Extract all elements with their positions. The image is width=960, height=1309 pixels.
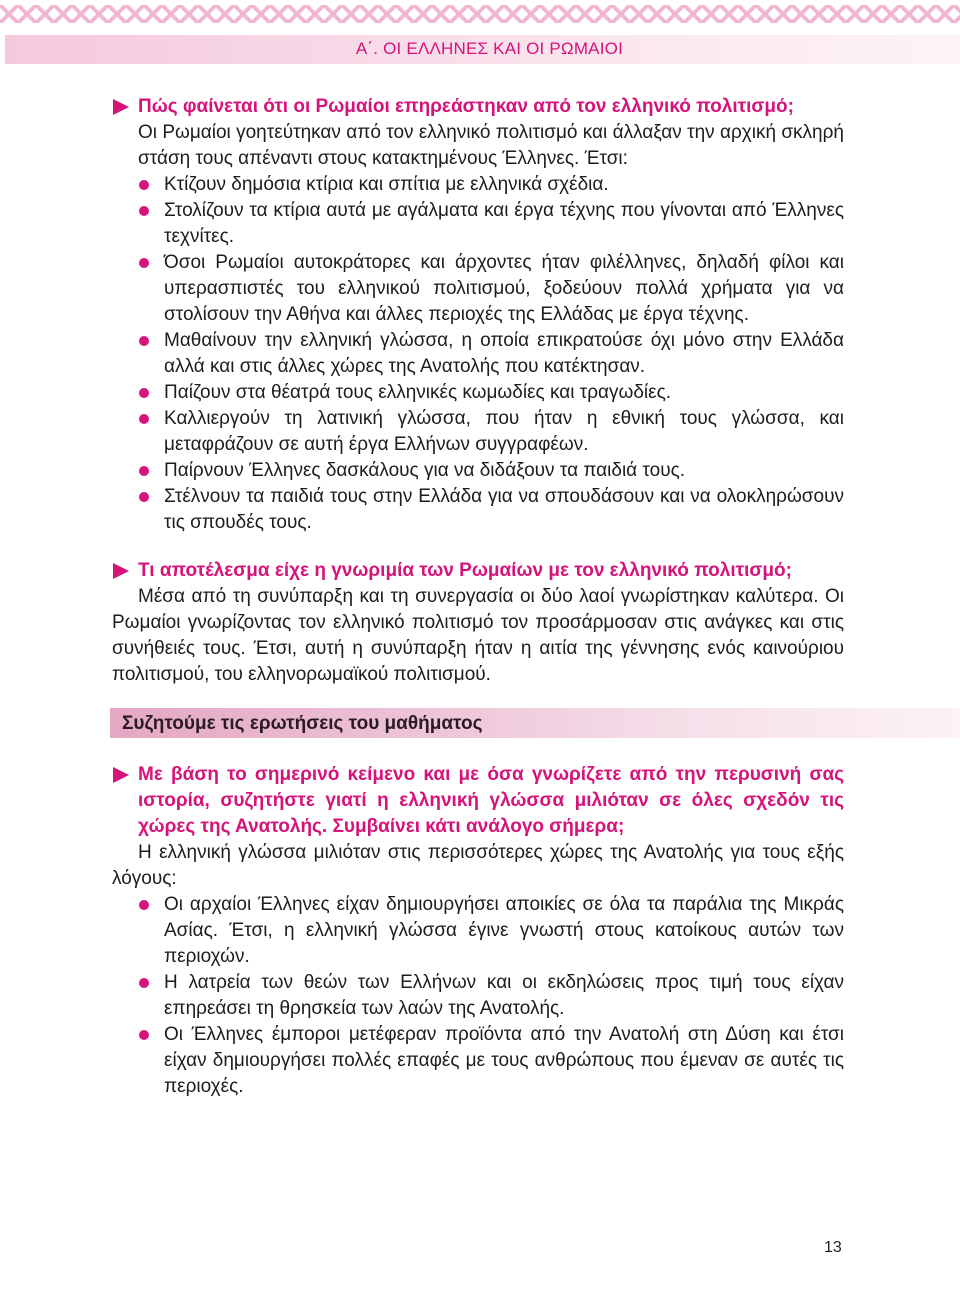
question-heading [110, 94, 844, 120]
question-text: Με βάση το σημερινό κείμενο και με όσα γνωρίζετε από την περυσινή σας ιστορία, συζητήστε γιατί η ελληνική γλώσσα μιλιόταν σε όλες σχεδόν τις χώρες της Ανατολής. Συμβαίνει κάτι ανάλογο σήμερα; [138, 764, 844, 837]
list-item: Παίζουν στα θέατρά τους ελληνικές κωμωδίες και τραγωδίες. [164, 380, 844, 406]
list-item: Η λατρεία των θεών των Ελλήνων και οι εκδηλώσεις προς τιμή τους είχαν επηρεάσει τη θρησκεία των λαών της Ανατολής. [164, 970, 844, 1022]
bullet-dot-icon [139, 978, 149, 988]
bullet-dot-icon [139, 206, 149, 216]
bullet-list [110, 172, 844, 536]
list-item: Στολίζουν τα κτίρια αυτά με αγάλματα και έργα τέχνης που γίνονται από Έλληνες τεχνίτες. [164, 198, 844, 250]
list-item: Καλλιεργούν τη λατινική γλώσσα, που ήταν η εθνική τους γλώσσα, και μεταφράζουν σε αυτή έργα Ελλήνων συγγραφέων. [164, 406, 844, 458]
bullet-dot-icon [139, 336, 149, 346]
page-content [110, 94, 844, 1100]
bullet-dot-icon [139, 414, 149, 424]
bullet-dot-icon [139, 492, 149, 502]
answer-paragraph: Η ελληνική γλώσσα μιλιόταν στις περισσότερες χώρες της Ανατολής για τους εξής λόγους: [112, 842, 844, 889]
list-item: Όσοι Ρωμαίοι αυτοκράτορες και άρχοντες ήταν φιλέλληνες, δηλαδή φίλοι και υπερασπιστές του ελληνικού πολιτισμού, ξοδεύουν πολλά χρήματα για να στολίσουν την Αθήνα και άλλες περιοχές της Ελλάδας με έργα τέχνης. [164, 250, 844, 328]
answer-paragraph: Οι Ρωμαίοι γοητεύτηκαν από τον ελληνικό πολιτισμό και άλλαξαν την αρχική σκληρή στάση τους απέναντι στους κατακτημένους Έλληνες. Έτσι: [138, 122, 844, 169]
list-item: Οι αρχαίοι Έλληνες είχαν δημιουργήσει αποικίες σε όλα τα παράλια της Μικράς Ασίας. Έτσι, η ελληνική γλώσσα έγινε γνωστή στους κατοίκους αυτών των περιοχών. [164, 892, 844, 970]
bullet-dot-icon [139, 180, 149, 190]
question-text: Πώς φαίνεται ότι οι Ρωμαίοι επηρεάστηκαν από τον ελληνικό πολιτισμό; [138, 96, 794, 117]
bullet-dot-icon [139, 258, 149, 268]
question-heading [110, 762, 844, 840]
decorative-diamond-band [0, 0, 960, 28]
list-item: Οι Έλληνες έμποροι μετέφεραν προϊόντα από την Ανατολή στη Δύση και έτσι είχαν δημιουργήσει πολλές επαφές με τους ανθρώπους που έμεναν σε αυτές τις περιοχές. [164, 1022, 844, 1100]
triangle-bullet-icon [113, 563, 129, 579]
question-text: Τι αποτέλεσμα είχε η γνωριμία των Ρωμαίων με τον ελληνικό πολιτισμό; [138, 560, 792, 581]
list-item: Μαθαίνουν την ελληνική γλώσσα, η οποία επικρατούσε όχι μόνο στην Ελλάδα αλλά και στις άλλες χώρες της Ανατολής που κατέκτησαν. [164, 328, 844, 380]
list-item: Παίρνουν Έλληνες δασκάλους για να διδάξουν τα παιδιά τους. [164, 458, 844, 484]
chapter-title: Α΄. ΟΙ ΕΛΛΗΝΕΣ ΚΑΙ ΟΙ ΡΩΜΑΙΟΙ [355, 39, 623, 58]
bullet-dot-icon [139, 466, 149, 476]
list-item: Στέλνουν τα παιδιά τους στην Ελλάδα για να σπουδάσουν και να ολοκληρώσουν τις σπουδές τους. [164, 484, 844, 536]
bullet-list [110, 892, 844, 1100]
bullet-dot-icon [139, 1030, 149, 1040]
triangle-bullet-icon [113, 99, 129, 115]
triangle-bullet-icon [113, 767, 129, 783]
discussion-title: Συζητούμε τις ερωτήσεις του μαθήματος [122, 713, 483, 734]
bullet-dot-icon [139, 900, 149, 910]
bullet-dot-icon [139, 388, 149, 398]
list-item: Κτίζουν δημόσια κτίρια και σπίτια με ελληνικά σχέδια. [164, 172, 844, 198]
discussion-section-bar [110, 708, 960, 738]
answer-paragraph: Μέσα από τη συνύπαρξη και τη συνεργασία οι δύο λαοί γνωρίστηκαν καλύτερα. Οι Ρωμαίοι γνωρίζοντας τον ελληνικό πολιτισμό τον προσάρμοσαν στις ανάγκες και στις συνήθειές τους. Έτσι, αυτή η συνύπαρξη ήταν η αιτία της γέννησης ενός καινούριου πολιτισμού, του ελληνορωμαϊκού πολιτισμού. [112, 586, 844, 685]
page-number: 13 [824, 1239, 842, 1256]
question-heading [110, 558, 844, 584]
